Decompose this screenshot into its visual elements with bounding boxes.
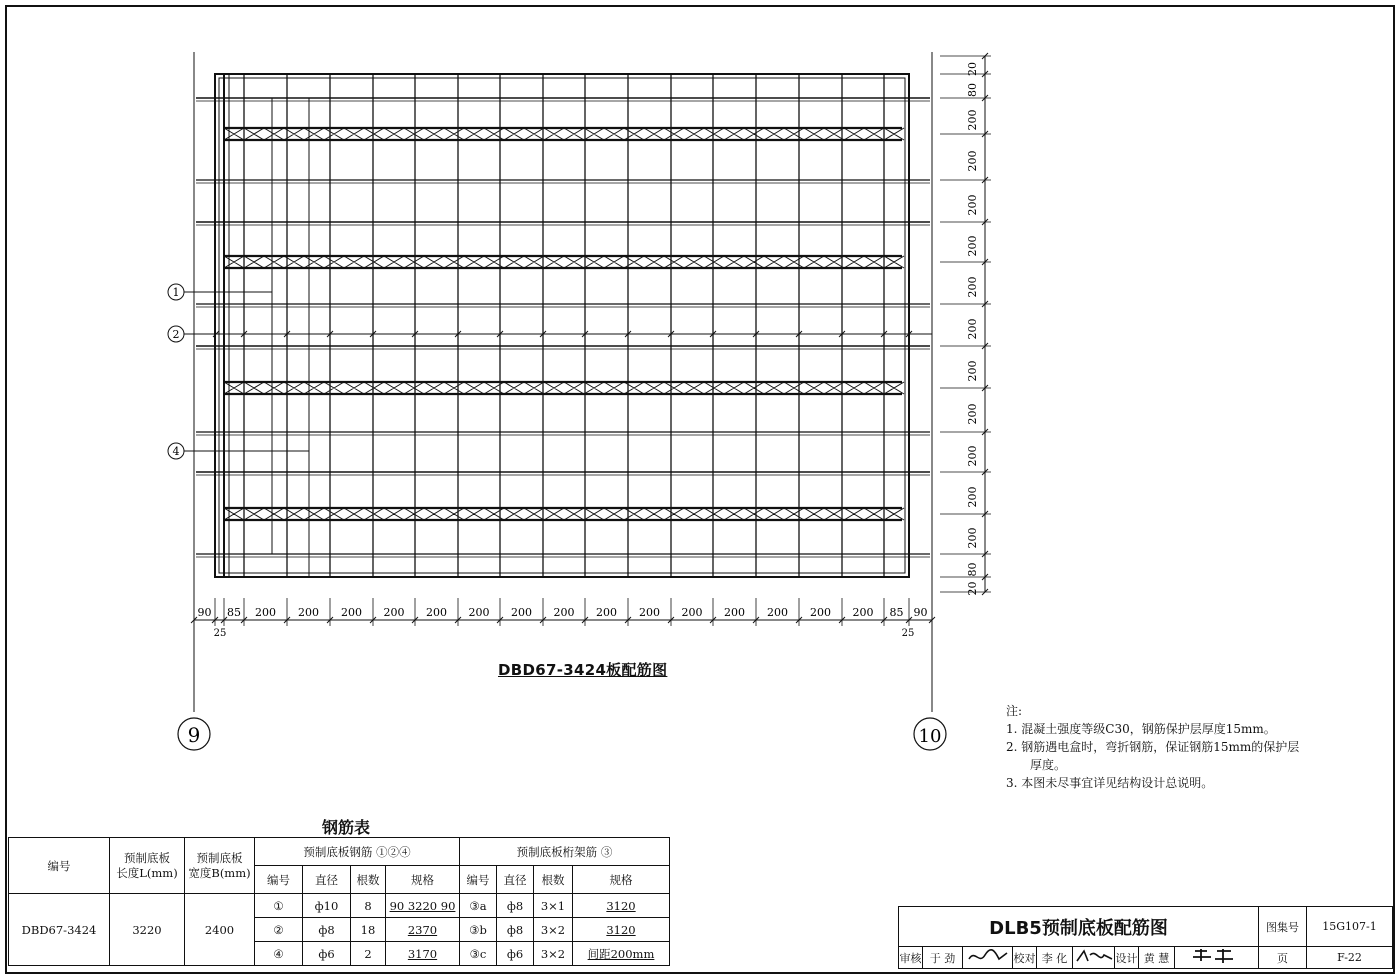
truss-web (224, 256, 904, 268)
atlas-label: 图集号 (1259, 907, 1307, 947)
callout-label: 4 (172, 445, 180, 458)
sub-header-count-2: 根数 (534, 866, 573, 894)
dimension-label: 80 (966, 83, 979, 97)
table-cell: 18 (351, 918, 386, 942)
rebar-table-title: 钢筋表 (322, 818, 371, 837)
table-cell: ③c (460, 942, 497, 966)
dimension-label: 200 (511, 606, 532, 619)
dimension-label: 200 (767, 606, 788, 619)
table-cell: 2370 (386, 918, 460, 942)
note-2-cont: 厚度。 (1030, 758, 1067, 772)
slab-length: 3220 (110, 894, 185, 966)
table-cell: 3120 (573, 894, 670, 918)
dimension-label: 200 (383, 606, 405, 619)
table-cell: ③a (460, 894, 497, 918)
dimension-label: 200 (639, 606, 660, 619)
table-cell: ф10 (303, 894, 351, 918)
sub-header-no: 编号 (255, 866, 303, 894)
table-cell: ④ (255, 942, 303, 966)
dimension-label: 25 (901, 628, 915, 639)
rebar-table (8, 837, 670, 966)
col-code-header: 编号 (9, 838, 110, 894)
dimension-label: 200 (298, 606, 319, 619)
col-length-header: 预制底板 长度L(mm) (110, 838, 185, 894)
slab-width: 2400 (185, 894, 255, 966)
dimension-label: 200 (341, 606, 362, 619)
table-cell: ф8 (303, 918, 351, 942)
slab-outline-inner (219, 78, 905, 573)
dimension-label: 200 (966, 403, 979, 425)
title-block (898, 906, 1393, 969)
table-cell: 8 (351, 894, 386, 918)
dimension-label: 200 (966, 109, 979, 131)
page-number: F-22 (1307, 947, 1393, 969)
design-label: 设计 (1115, 947, 1139, 969)
review-name: 于 劲 (923, 947, 963, 969)
table-cell: ф8 (497, 918, 534, 942)
dimension-label: 200 (426, 606, 447, 619)
table-cell: ф6 (497, 942, 534, 966)
slab-code: DBD67-3424 (9, 894, 110, 966)
dimension-label: 200 (810, 606, 831, 619)
callout-label: 2 (172, 328, 180, 341)
review-label: 审核 (899, 947, 923, 969)
sub-header-no-2: 编号 (460, 866, 497, 894)
notes-block (1006, 702, 1386, 792)
truss-web (224, 508, 904, 520)
dimension-label: 200 (966, 360, 979, 382)
dimension-label: 200 (966, 194, 979, 216)
table-cell: 3170 (386, 942, 460, 966)
dimension-label: 200 (255, 606, 276, 619)
dimension-label: 90 (913, 606, 928, 619)
sub-header-count: 根数 (351, 866, 386, 894)
slab-outline (215, 74, 909, 577)
truss-web (224, 128, 904, 140)
dimension-label: 200 (966, 276, 979, 298)
dimension-label: 200 (468, 606, 490, 619)
dimension-label: 200 (966, 235, 979, 257)
sub-header-dia-2: 直径 (497, 866, 534, 894)
note-1: 1. 混凝土强度等级C30，钢筋保护层厚度15mm。 (1006, 722, 1276, 736)
check-signature (1073, 947, 1115, 969)
table-cell: 3120 (573, 918, 670, 942)
truss-web (224, 382, 904, 394)
table-cell: 间距200mm (573, 942, 670, 966)
table-cell: 90 3220 90 (386, 894, 460, 918)
group-truss-bars-header: 预制底板桁架筋 ③ (460, 838, 670, 866)
dimension-label: 200 (724, 606, 745, 619)
table-cell: ① (255, 894, 303, 918)
sub-header-spec-2: 规格 (573, 866, 670, 894)
drawing-title: DLB5预制底板配筋图 (899, 907, 1259, 947)
note-2: 2. 钢筋遇电盒时，弯折钢筋，保证钢筋15mm的保护层 (1006, 740, 1300, 754)
dimension-label: 25 (213, 628, 227, 639)
dimension-label: 200 (681, 606, 703, 619)
col-width-header: 预制底板 宽度B(mm) (185, 838, 255, 894)
callout-label: 1 (172, 286, 180, 299)
design-signature (1175, 947, 1259, 969)
dimension-label: 200 (596, 606, 617, 619)
review-signature (963, 947, 1013, 969)
dimension-label: 85 (889, 606, 904, 619)
note-3: 3. 本图未尽事宜详见结构设计总说明。 (1006, 776, 1214, 790)
sub-header-dia: 直径 (303, 866, 351, 894)
check-label: 校对 (1013, 947, 1037, 969)
page-label: 页 (1259, 947, 1307, 969)
dimension-label: 200 (966, 150, 979, 172)
dimension-label: 20 (966, 581, 979, 596)
dimension-label: 200 (966, 445, 979, 467)
dimension-label: 20 (966, 62, 979, 76)
dimension-label: 200 (553, 606, 575, 619)
dimension-label: 200 (966, 486, 979, 508)
check-name: 李 化 (1037, 947, 1073, 969)
group-bottom-bars-header: 预制底板钢筋 ①②④ (255, 838, 460, 866)
table-cell: 2 (351, 942, 386, 966)
axis-label: 10 (918, 726, 942, 747)
dimension-label: 200 (852, 606, 874, 619)
table-cell: 3×1 (534, 894, 573, 918)
dimension-label: 90 (197, 606, 212, 619)
dimension-label: 85 (227, 606, 241, 619)
table-cell: ф8 (497, 894, 534, 918)
table-cell: ф6 (303, 942, 351, 966)
dimension-label: 200 (966, 318, 979, 340)
axis-label: 9 (187, 723, 201, 747)
dimension-label: 80 (966, 562, 979, 577)
notes-heading: 注: (1006, 704, 1023, 718)
table-cell: ③b (460, 918, 497, 942)
dimension-label: 200 (966, 527, 979, 549)
plan-caption: DBD67-3424板配筋图 (498, 661, 668, 679)
atlas-number: 15G107-1 (1307, 907, 1393, 947)
table-cell: 3×2 (534, 942, 573, 966)
sub-header-spec: 规格 (386, 866, 460, 894)
table-cell: 3×2 (534, 918, 573, 942)
table-cell: ② (255, 918, 303, 942)
design-name: 黄 慧 (1139, 947, 1175, 969)
